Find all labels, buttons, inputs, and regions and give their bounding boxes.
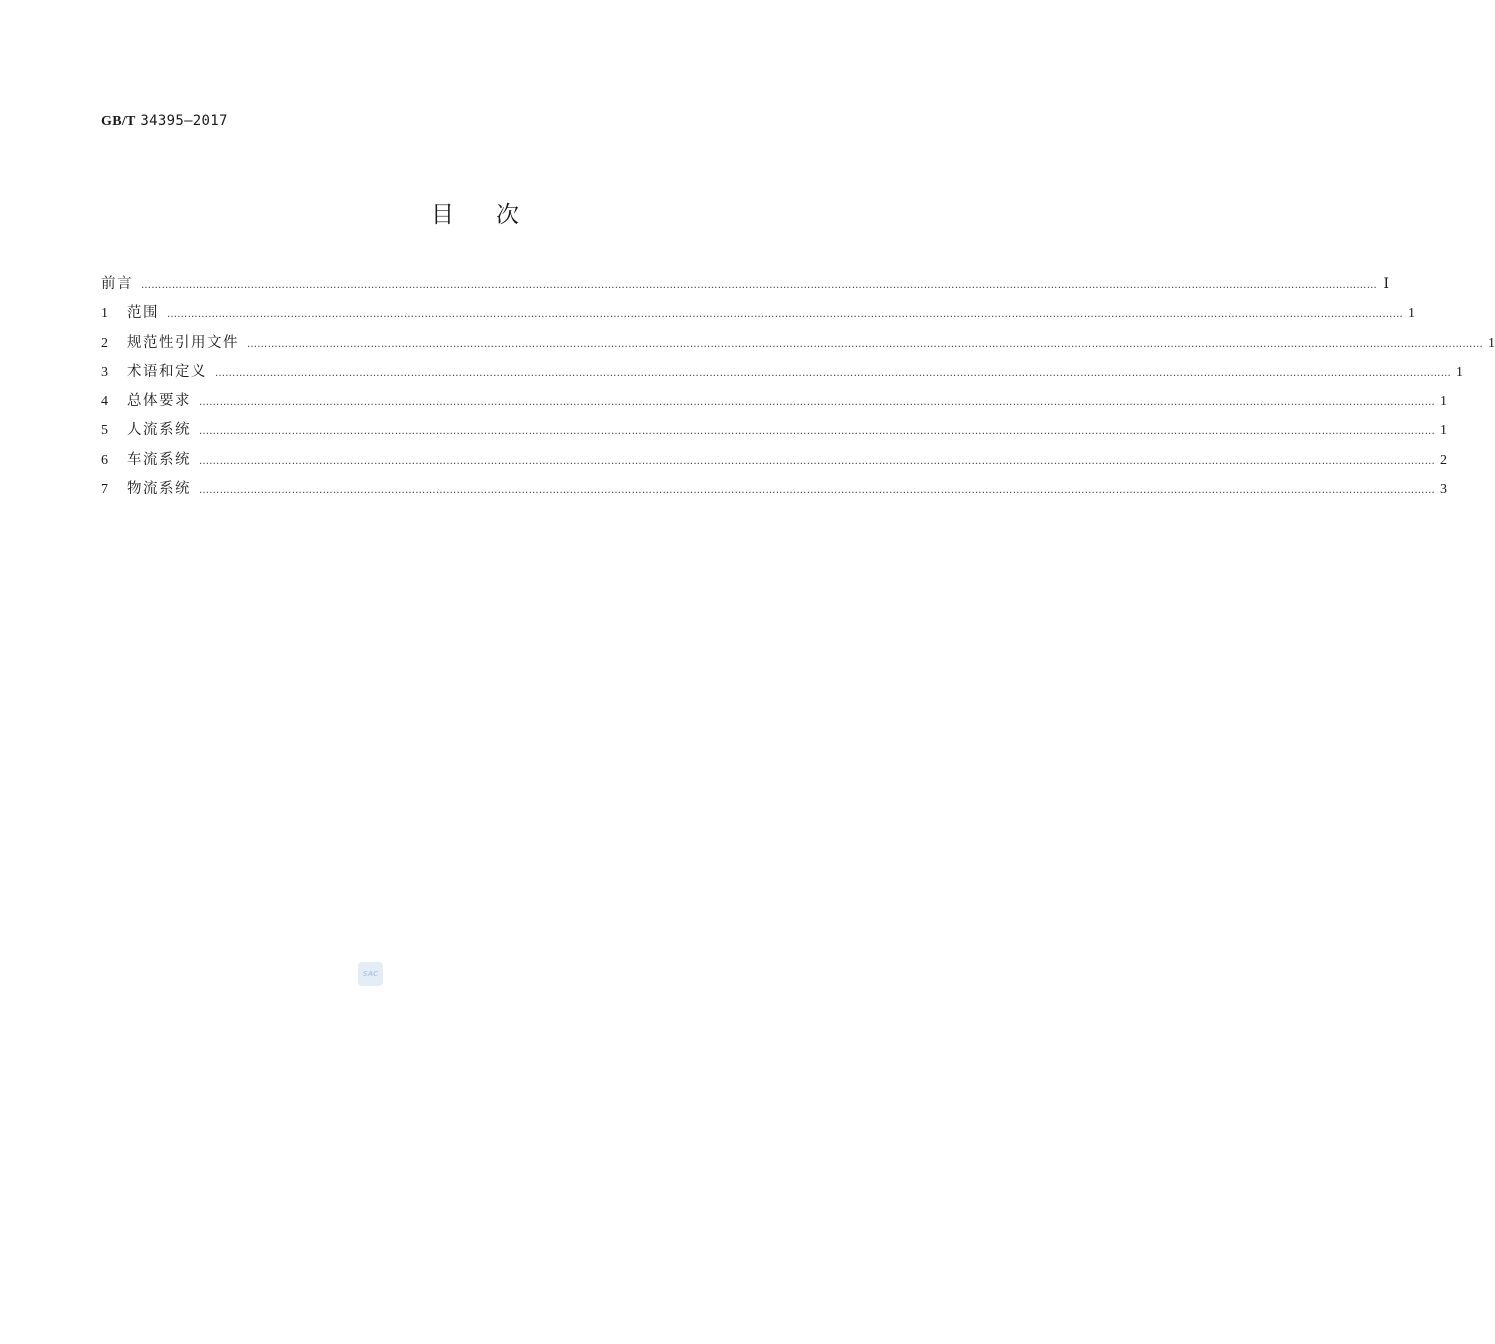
toc-entry-vehicle-flow[interactable]: [101, 448, 1447, 477]
toc-page-number: 1: [1488, 335, 1495, 351]
toc-entry-scope[interactable]: [101, 301, 1415, 330]
toc-section-number: 2: [101, 335, 108, 351]
toc-leader-dots: ………………………………………………………………………………………………………………………………………………………………………………………………………………………………………………………………………………………………………………………………: [141, 280, 1377, 291]
toc-page-number: Ⅰ: [1383, 277, 1389, 292]
toc-label: 术语和定义: [127, 363, 207, 380]
page-title: 目次: [431, 202, 561, 228]
standard-number: 34395—2017: [140, 113, 228, 129]
toc-page-number: 2: [1440, 452, 1447, 468]
toc-page-number: 1: [1456, 364, 1463, 380]
toc-label: 人流系统: [127, 422, 191, 439]
toc-page-number: 3: [1440, 482, 1447, 498]
toc-entry-normative-references[interactable]: [101, 331, 1495, 360]
standard-code: [101, 113, 228, 130]
toc-entry-pedestrian-flow[interactable]: [101, 418, 1447, 447]
toc-page-number: 1: [1440, 394, 1447, 410]
toc-section-number: 5: [101, 423, 108, 439]
toc-page-number: 1: [1440, 423, 1447, 439]
toc-label: 范围: [127, 305, 159, 322]
toc-leader-dots: ………………………………………………………………………………………………………………………………………………………………………………………………………………………………………………………………………………………………………………………………: [199, 485, 1435, 497]
toc-entry-terms-definitions[interactable]: [101, 360, 1463, 389]
toc-page-number: 1: [1408, 306, 1415, 322]
toc-leader-dots: ………………………………………………………………………………………………………………………………………………………………………………………………………………………………………………………………………………………………………………………………: [199, 455, 1435, 467]
toc-section-number: 1: [101, 306, 108, 322]
toc-label: 物流系统: [127, 481, 191, 498]
toc-label: 规范性引用文件: [127, 334, 239, 351]
toc-section-number: 7: [101, 482, 108, 498]
toc-entry-foreword[interactable]: [101, 272, 1389, 301]
toc-label: 车流系统: [127, 451, 191, 468]
table-of-contents: [101, 272, 1495, 506]
toc-label: 前言: [101, 276, 133, 292]
sac-watermark-logo: SAC: [358, 962, 383, 986]
toc-section-number: 6: [101, 452, 108, 468]
toc-leader-dots: ………………………………………………………………………………………………………………………………………………………………………………………………………………………………………………………………………………………………………………………………: [215, 367, 1451, 379]
toc-leader-dots: ………………………………………………………………………………………………………………………………………………………………………………………………………………………………………………………………………………………………………………………………: [247, 338, 1483, 350]
toc-leader-dots: ………………………………………………………………………………………………………………………………………………………………………………………………………………………………………………………………………………………………………………………………: [199, 397, 1435, 409]
toc-entry-logistics-flow[interactable]: [101, 477, 1447, 506]
toc-section-number: 3: [101, 364, 108, 380]
toc-label: 总体要求: [127, 393, 191, 410]
toc-section-number: 4: [101, 394, 108, 410]
standard-prefix: GB/T: [101, 114, 136, 129]
toc-entry-general-requirements[interactable]: [101, 389, 1447, 418]
toc-leader-dots: ………………………………………………………………………………………………………………………………………………………………………………………………………………………………………………………………………………………………………………………………: [199, 426, 1435, 438]
toc-leader-dots: ………………………………………………………………………………………………………………………………………………………………………………………………………………………………………………………………………………………………………………………………: [167, 309, 1403, 321]
